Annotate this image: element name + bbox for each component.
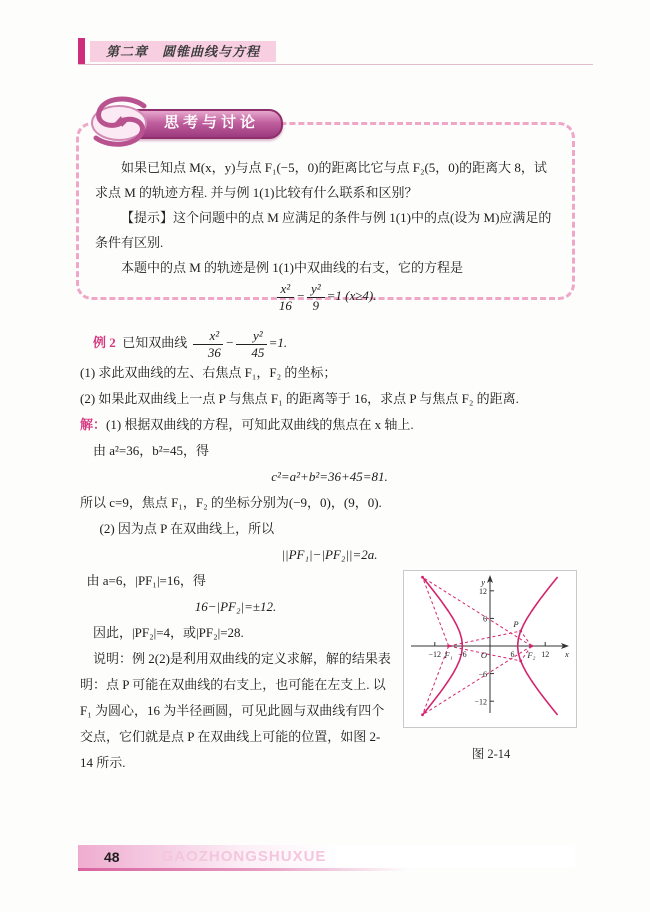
header-divider	[78, 64, 593, 65]
solution-note: 说明：例 2(2)是利用双曲线的定义求解，解的结果表明：点 P 可能在双曲线的右支上，也可能在左支上. 以 F₁ 为圆心，16 为半径画圆，可见此圆与双曲线有四个交点，它们就是点 P 在双曲线上可能的位置，如图 2-14 所示.	[80, 651, 391, 770]
f2-label: F₂	[527, 650, 536, 660]
formula-tail: =1 (x≥4).	[326, 287, 377, 303]
fraction-y45: $\frac{\text{y²}}{45}$	[236, 329, 267, 359]
origin-label: O	[480, 650, 487, 660]
tick-label: −12	[474, 697, 487, 707]
equation-c2: c²=a²+b²=36+45=81.	[271, 469, 388, 484]
tick-label: −12	[428, 650, 442, 659]
example-section	[80, 326, 579, 776]
figure-caption: 图 2-14	[471, 747, 511, 761]
solution-line-4: (2) 因为点 P 在双曲线上，所以	[99, 521, 275, 536]
chapter-accent-bar	[78, 38, 85, 64]
footer-divider	[78, 868, 408, 871]
swirl-logo-icon	[88, 94, 154, 155]
tick-label: −6	[458, 650, 467, 659]
solution-text-1: (1) 根据双曲线的方程，可知此双曲线的焦点在 x 轴上.	[106, 417, 414, 432]
solution-label: 解：	[80, 417, 107, 432]
tick-label: −6	[478, 669, 487, 679]
solution-line-6: 因此，|PF₂|=4，或|PF₂|=28.	[93, 625, 244, 640]
tick-label: 12	[541, 650, 550, 659]
minus-operator: −	[296, 287, 305, 303]
tick-label: 6	[483, 614, 487, 624]
solution-line-3: 所以 c=9，焦点 F₁，F₂ 的坐标分别为(−9，0)，(9，0).	[80, 495, 382, 510]
equation-pm12: 16−|PF₂|=±12.	[194, 599, 277, 614]
y-axis-label: y	[481, 577, 485, 587]
solution-line-2: 由 a²=36，b²=45，得	[93, 443, 209, 458]
chapter-title-label: 第二章 圆锥曲线与方程	[106, 44, 261, 59]
p-label: P	[513, 619, 519, 629]
example-intro	[80, 326, 579, 360]
think-question: 如果已知点 M(x，y)与点 F₁(−5，0)的距离比它与点 F₂(5，0)的距离大 8，试求点 M 的轨迹方程. 并与例 1(1)比较有什么联系和区别？	[95, 160, 547, 200]
example-label: 例 2	[93, 335, 116, 350]
minus-operator: −	[225, 335, 234, 350]
solution-line-5: 由 a=6，|PF₁|=16，得	[86, 573, 206, 588]
hyperbola-plot	[403, 570, 577, 728]
example-intro-text: 已知双曲线	[122, 335, 188, 350]
solution-line-1	[80, 412, 579, 438]
watermark-text: GAOZHONGSHUXUE	[161, 848, 327, 865]
equation-definition: ||PF₁|−|PF₂||=2a.	[281, 547, 378, 562]
example-item-1: (1) 求此双曲线的左、右焦点 F₁，F₂ 的坐标；	[80, 365, 337, 380]
chapter-title	[90, 41, 276, 62]
x-axis-label: x	[565, 649, 569, 659]
think-discuss-badge	[88, 96, 283, 152]
think-hint: 【提示】这个问题中的点 M 应满足的条件与例 1(1)中的点(设为 M)应满足的条件有区别.	[95, 210, 552, 250]
fraction-x36: $\frac{\text{x²}}{36}$	[193, 329, 224, 359]
tick-label: 12	[479, 587, 487, 596]
think-answer: 本题中的点 M 的轨迹是例 1(1)中双曲线的右支，它的方程是	[121, 260, 463, 275]
page-number: 48	[104, 848, 120, 865]
formula-tail: =1.	[268, 335, 288, 350]
fraction-x16: $\frac{\text{x²}}{16}$	[277, 282, 295, 312]
think-discuss-label: 思考与讨论	[120, 109, 283, 139]
think-formula	[95, 282, 556, 312]
example-item-2: (2) 如果此双曲线上一点 P 与焦点 F₁ 的距离等于 16，求点 P 与焦点 F₂ 的距离.	[80, 391, 519, 406]
tick-label: 6	[510, 650, 515, 659]
footer-bar	[78, 845, 575, 868]
f1-label: F₁	[444, 650, 453, 660]
fraction-y9: $\frac{\text{y²}}{9}$	[307, 282, 325, 312]
figure-2-14	[403, 570, 579, 767]
